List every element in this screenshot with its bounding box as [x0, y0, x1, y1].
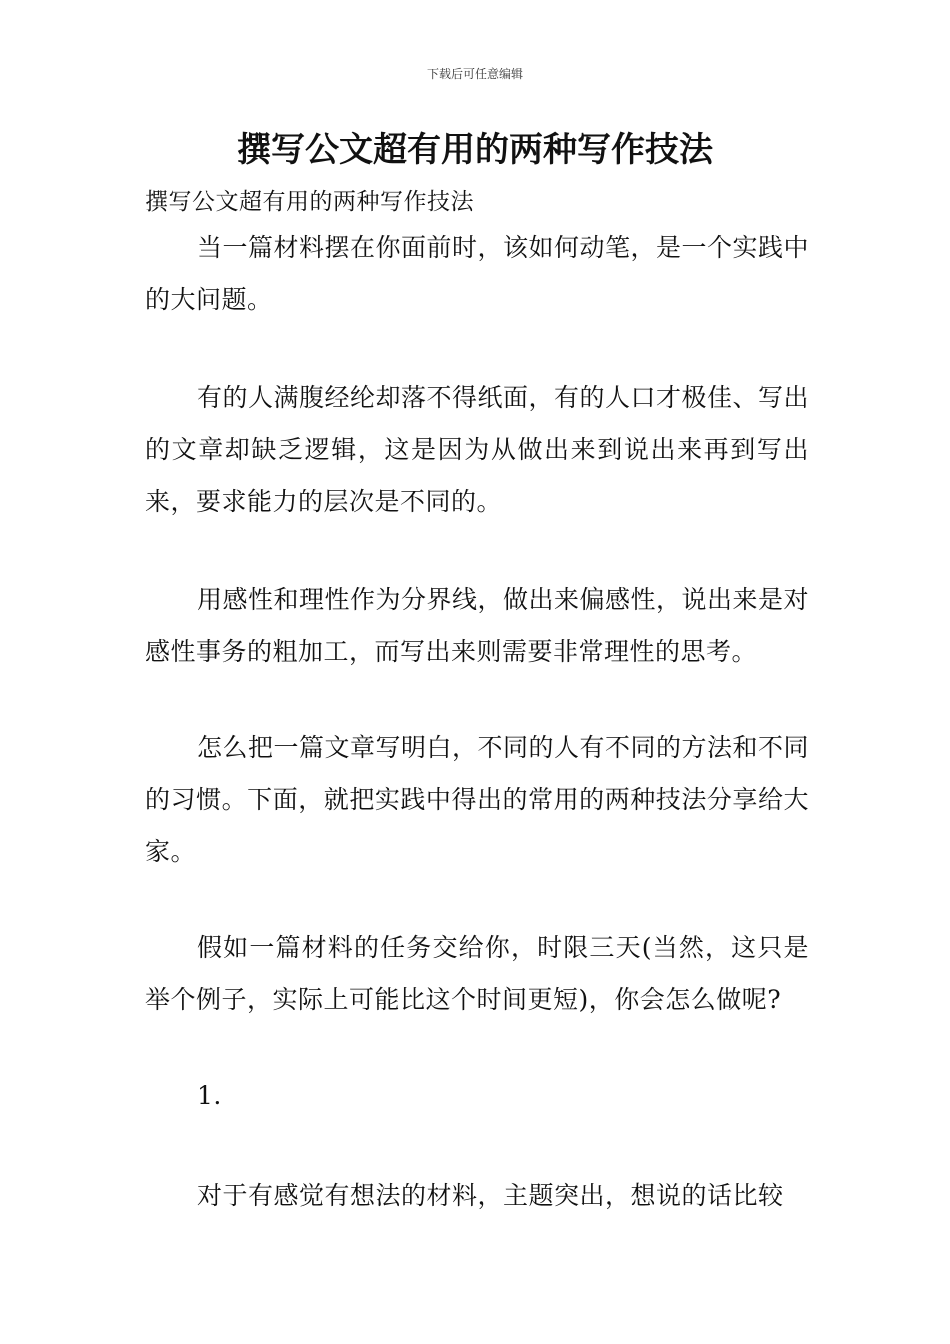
section-number: 1. — [197, 1081, 222, 1110]
paragraph-4: 怎么把一篇文章写明白，不同的人有不同的方法和不同的习惯。下面，就把实践中得出的常用的两种技法分享给大家。 — [145, 733, 810, 866]
header-note: 下载后可任意编辑 — [426, 67, 523, 81]
document-subtitle: 撰写公文超有用的两种写作技法 — [145, 189, 474, 215]
paragraph-5: 假如一篇材料的任务交给你，时限三天(当然，这只是举个例子，实际上可能比这个时间更短)，你会怎么做呢? — [145, 933, 809, 1014]
paragraph-3: 用感性和理性作为分界线，做出来偏感性，说出来是对感性事务的粗加工，而写出来则需要非常理性的思考。 — [145, 585, 810, 666]
document-title: 撰写公文超有用的两种写作技法 — [237, 130, 713, 170]
paragraph-2: 有的人满腹经纶却落不得纸面，有的人口才极佳、写出的文章却缺乏逻辑，这是因为从做出来到说出来再到写出来，要求能力的层次是不同的。 — [145, 383, 810, 516]
paragraph-6: 对于有感觉有想法的材料，主题突出，想说的话比较 — [197, 1181, 784, 1210]
paragraph-1: 当一篇材料摆在你面前时，该如何动笔，是一个实践中的大问题。 — [145, 233, 810, 314]
